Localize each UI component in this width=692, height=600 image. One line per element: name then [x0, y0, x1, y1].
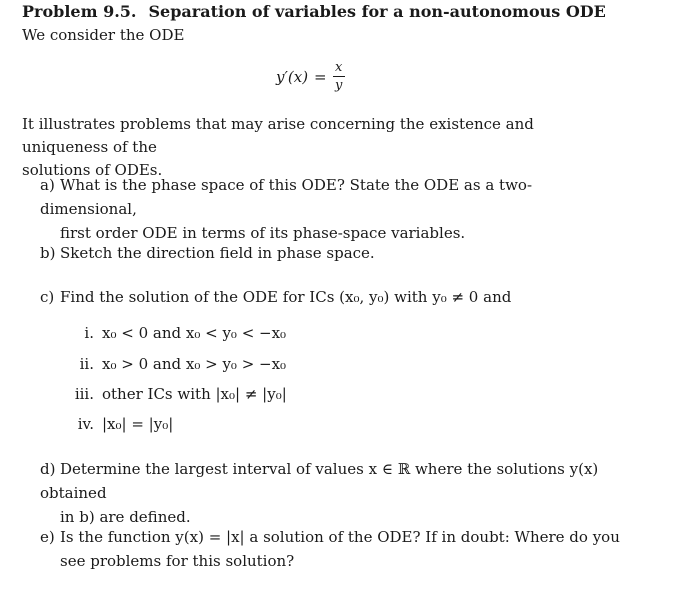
item-b-label: b) — [40, 244, 56, 262]
item-e — [40, 525, 620, 573]
item-c-subitem — [68, 415, 173, 433]
item-c — [40, 285, 620, 309]
equation-denominator: y — [334, 78, 343, 93]
item-c-subitem — [68, 385, 287, 403]
paragraph-line-2: solutions of ODEs. — [22, 161, 163, 179]
item-e-label: e) — [40, 528, 55, 546]
item-d-line-1: Determine the largest interval of values x ∈ ℝ where the solutions y(x) obtained — [40, 460, 599, 502]
subitem-label: ii. — [79, 355, 94, 373]
item-b — [40, 241, 620, 265]
ode-equation — [276, 60, 345, 93]
problem-number: Problem 9.5. — [22, 2, 137, 21]
item-c-line-1: Find the solution of the ODE for ICs (x₀, y₀) with y₀ ≠ 0 and — [60, 288, 512, 306]
problem-title: Separation of variables for a non-autonomous ODE — [148, 2, 606, 21]
intro-text: We consider the ODE — [22, 26, 185, 44]
subitem-text: x₀ < 0 and x₀ < y₀ < −x₀ — [102, 324, 287, 342]
subitem-text: other ICs with |x₀| ≠ |y₀| — [102, 385, 287, 403]
problem-heading — [22, 2, 606, 21]
item-a-line-2: first order ODE in terms of its phase-space variables. — [60, 224, 466, 242]
subitem-text: |x₀| = |y₀| — [102, 415, 174, 433]
item-c-subitem — [68, 355, 286, 373]
subitem-label: iv. — [77, 415, 94, 433]
item-d — [40, 457, 620, 529]
item-d-label: d) — [40, 460, 56, 478]
subitem-label: iii. — [74, 385, 94, 403]
equation-equals: = — [314, 67, 327, 86]
item-a-label: a) — [40, 176, 55, 194]
equation-numerator: x — [334, 60, 343, 75]
paragraph-line-1: It illustrates problems that may arise concerning the existence and uniqueness of the — [22, 115, 534, 156]
equation-lhs: y′(x) — [276, 67, 309, 86]
item-d-line-2: in b) are defined. — [60, 508, 191, 526]
subitem-text: x₀ > 0 and x₀ > y₀ > −x₀ — [102, 355, 287, 373]
item-b-line-1: Sketch the direction field in phase space. — [60, 244, 375, 262]
item-e-line-1: Is the function y(x) = |x| a solution of the ODE? If in doubt: Where do you — [60, 528, 620, 546]
item-a-line-1: What is the phase space of this ODE? State the ODE as a two-dimensional, — [40, 176, 533, 218]
item-e-line-2: see problems for this solution? — [60, 552, 295, 570]
item-c-label: c) — [40, 288, 55, 306]
item-a — [40, 173, 620, 245]
equation-fraction — [333, 60, 345, 93]
subitem-label: i. — [84, 324, 94, 342]
item-c-subitem — [68, 324, 286, 342]
intro-paragraph — [22, 113, 622, 182]
fraction-bar — [333, 76, 345, 77]
